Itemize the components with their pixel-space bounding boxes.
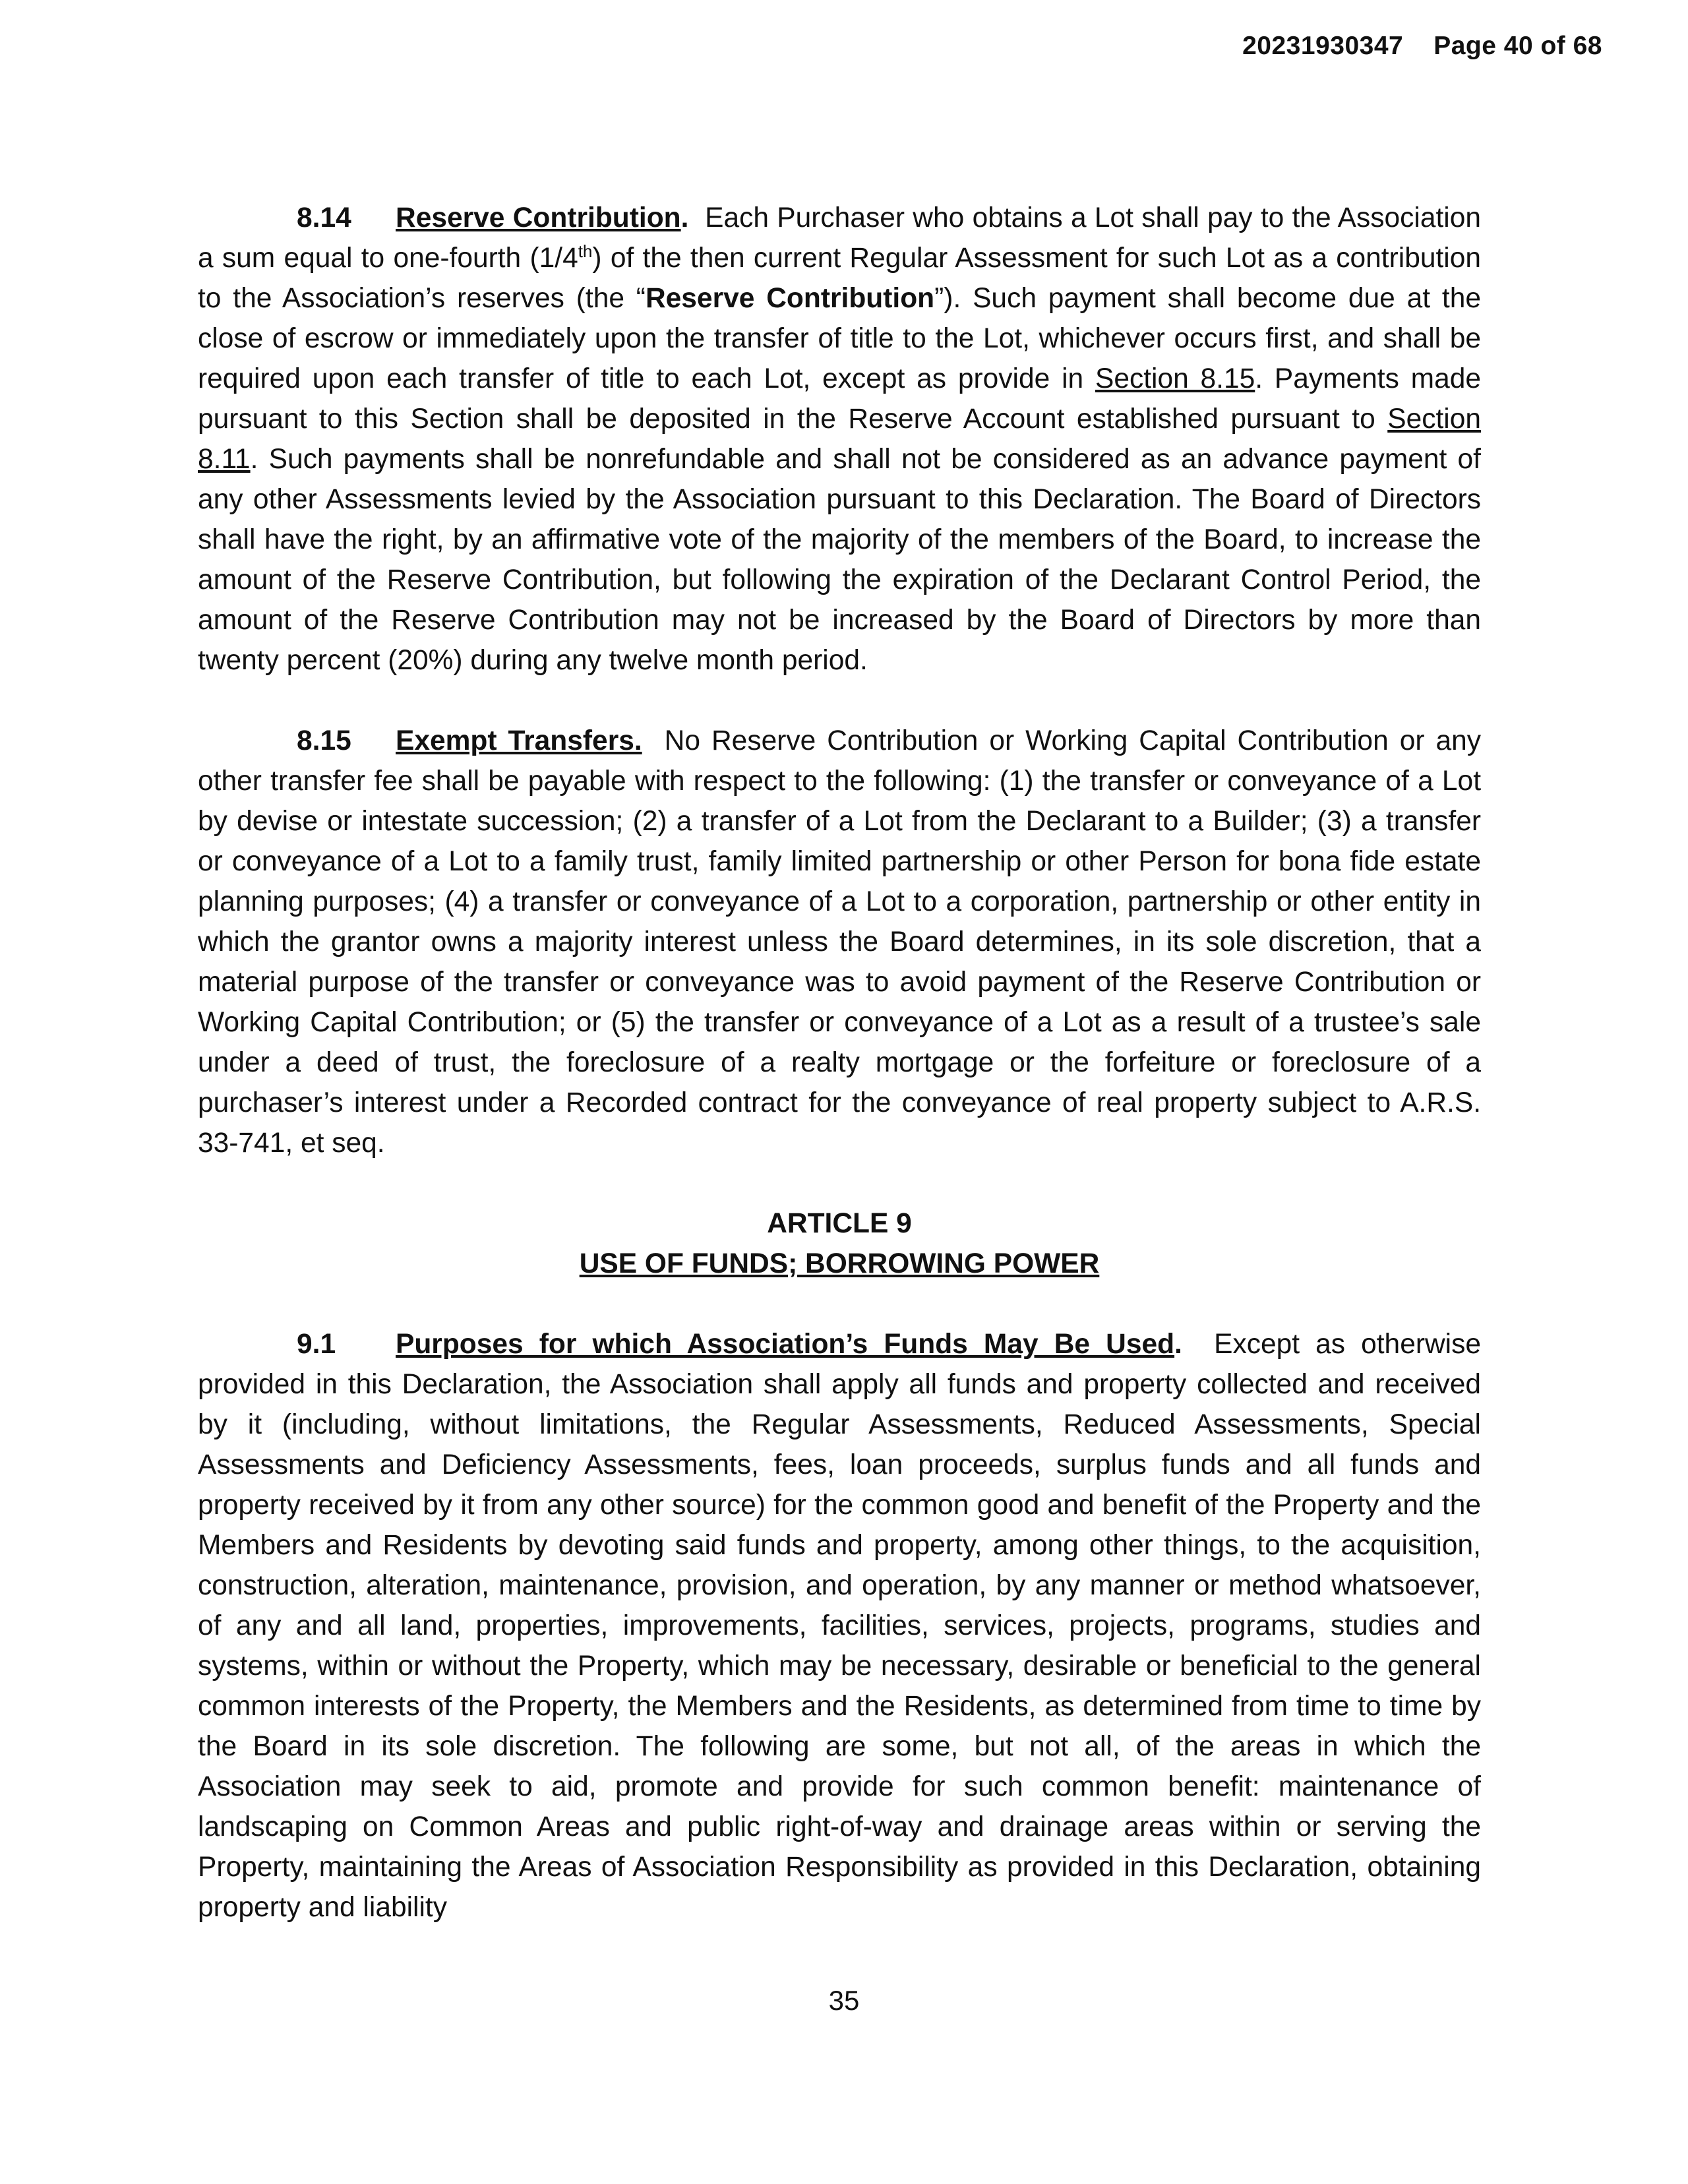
- section-title: Exempt Transfers.: [396, 725, 642, 756]
- section-8-15: [198, 721, 1481, 1163]
- document-number: 20231930347: [1242, 32, 1404, 60]
- section-text: ”). Such payment shall become due at the close of escrow or immediately upon the transfer of title to the Lot, whichever occurs first, and shall be required upon each transfer of title to each Lot, except as provide in: [198, 283, 1482, 394]
- section-text: Each Purchaser who obtains a Lot shall pay to the Association a sum equal to one-fourth (1/4: [198, 202, 1482, 274]
- section-8-14: [198, 198, 1481, 681]
- title-period: .: [1174, 1329, 1182, 1360]
- document-body: [198, 198, 1481, 1968]
- title-period: .: [680, 202, 689, 233]
- section-number: 9.1: [297, 1329, 336, 1360]
- section-text: ) of the then current Regular Assessment for such Lot as a contribution to the Association’s reserves (the “: [198, 243, 1481, 314]
- article-label: ARTICLE 9: [767, 1208, 912, 1239]
- page-number: 35: [828, 1985, 860, 2016]
- section-text: . Payments made pursuant to this Section shall be deposited in the Reserve Account established pursuant to: [198, 363, 1481, 435]
- section-9-1: [198, 1324, 1481, 1927]
- section-title: Purposes for which Association’s Funds May Be Used: [396, 1329, 1175, 1360]
- section-title: Reserve Contribution: [396, 202, 681, 233]
- section-reference: Section 8.11: [198, 404, 1481, 475]
- defined-term: Reserve Contribution: [645, 283, 935, 314]
- article-title: USE OF FUNDS; BORROWING POWER: [579, 1248, 1100, 1279]
- section-reference: Section 8.15: [1095, 363, 1255, 394]
- section-number: 8.15: [297, 725, 351, 756]
- page-header: [1242, 32, 1602, 61]
- page-label: Page 40 of 68: [1433, 32, 1602, 60]
- article-heading: [198, 1203, 1481, 1284]
- section-number: 8.14: [297, 202, 351, 233]
- section-text: . Such payments shall be nonrefundable and shall not be considered as an advance payment of any other Assessments levied by the Association pursuant to this Declaration. The Board of Directors shall have the right, by an affirmative vote of the majority of the members of the Board, to increase the amount of the Reserve Contribution, but following the expiration of the Declarant Control Period, the amount of the Reserve Contribution may not be increased by the Board of Directors by more than twenty percent (20%) during any twelve month period.: [198, 444, 1481, 676]
- superscript: th: [578, 241, 593, 261]
- section-text: No Reserve Contribution or Working Capital Contribution or any other transfer fee shall be payable with respect to the following: (1) the transfer or conveyance of a Lot by devise or intestate succession; (2) a transfer of a Lot from the Declarant to a Builder; (3) a transfer or conveyance of a Lot to a family trust, family limited partnership or other Person for bona fide estate planning purposes; (4) a transfer or conveyance of a Lot to a corporation, partnership or other entity in which the grantor owns a majority interest unless the Board determines, in its sole discretion, that a material purpose of the transfer or conveyance was to avoid payment of the Reserve Contribution or Working Capital Contribution; or (5) the transfer or conveyance of a Lot as a result of a trustee’s sale under a deed of trust, the foreclosure of a realty mortgage or the forfeiture or foreclosure of a purchaser’s interest under a Recorded contract for the conveyance of real property subject to A.R.S. 33-741, et seq.: [198, 725, 1481, 1159]
- section-text: Except as otherwise provided in this Declaration, the Association shall apply all funds and property collected and received by it (including, without limitations, the Regular Assessments, Reduced Assessments, Special Assessments and Deficiency Assessments, fees, loan proceeds, surplus funds and all funds and property received by it from any other source) for the common good and benefit of the Property and the Members and Residents by devoting said funds and property, among other things, to the acquisition, construction, alteration, maintenance, provision, and operation, by any manner or method whatsoever, of any and all land, properties, improvements, facilities, services, projects, programs, studies and systems, within or without the Property, which may be necessary, desirable or beneficial to the general common interests of the Property, the Members and the Residents, as determined from time to time by the Board in its sole discretion. The following are some, but not all, of the areas in which the Association may seek to aid, promote and provide for such common benefit: maintenance of landscaping on Common Areas and public right-of-way and drainage areas within or serving the Property, maintaining the Areas of Association Responsibility as provided in this Declaration, obtaining property and liability: [198, 1329, 1482, 1923]
